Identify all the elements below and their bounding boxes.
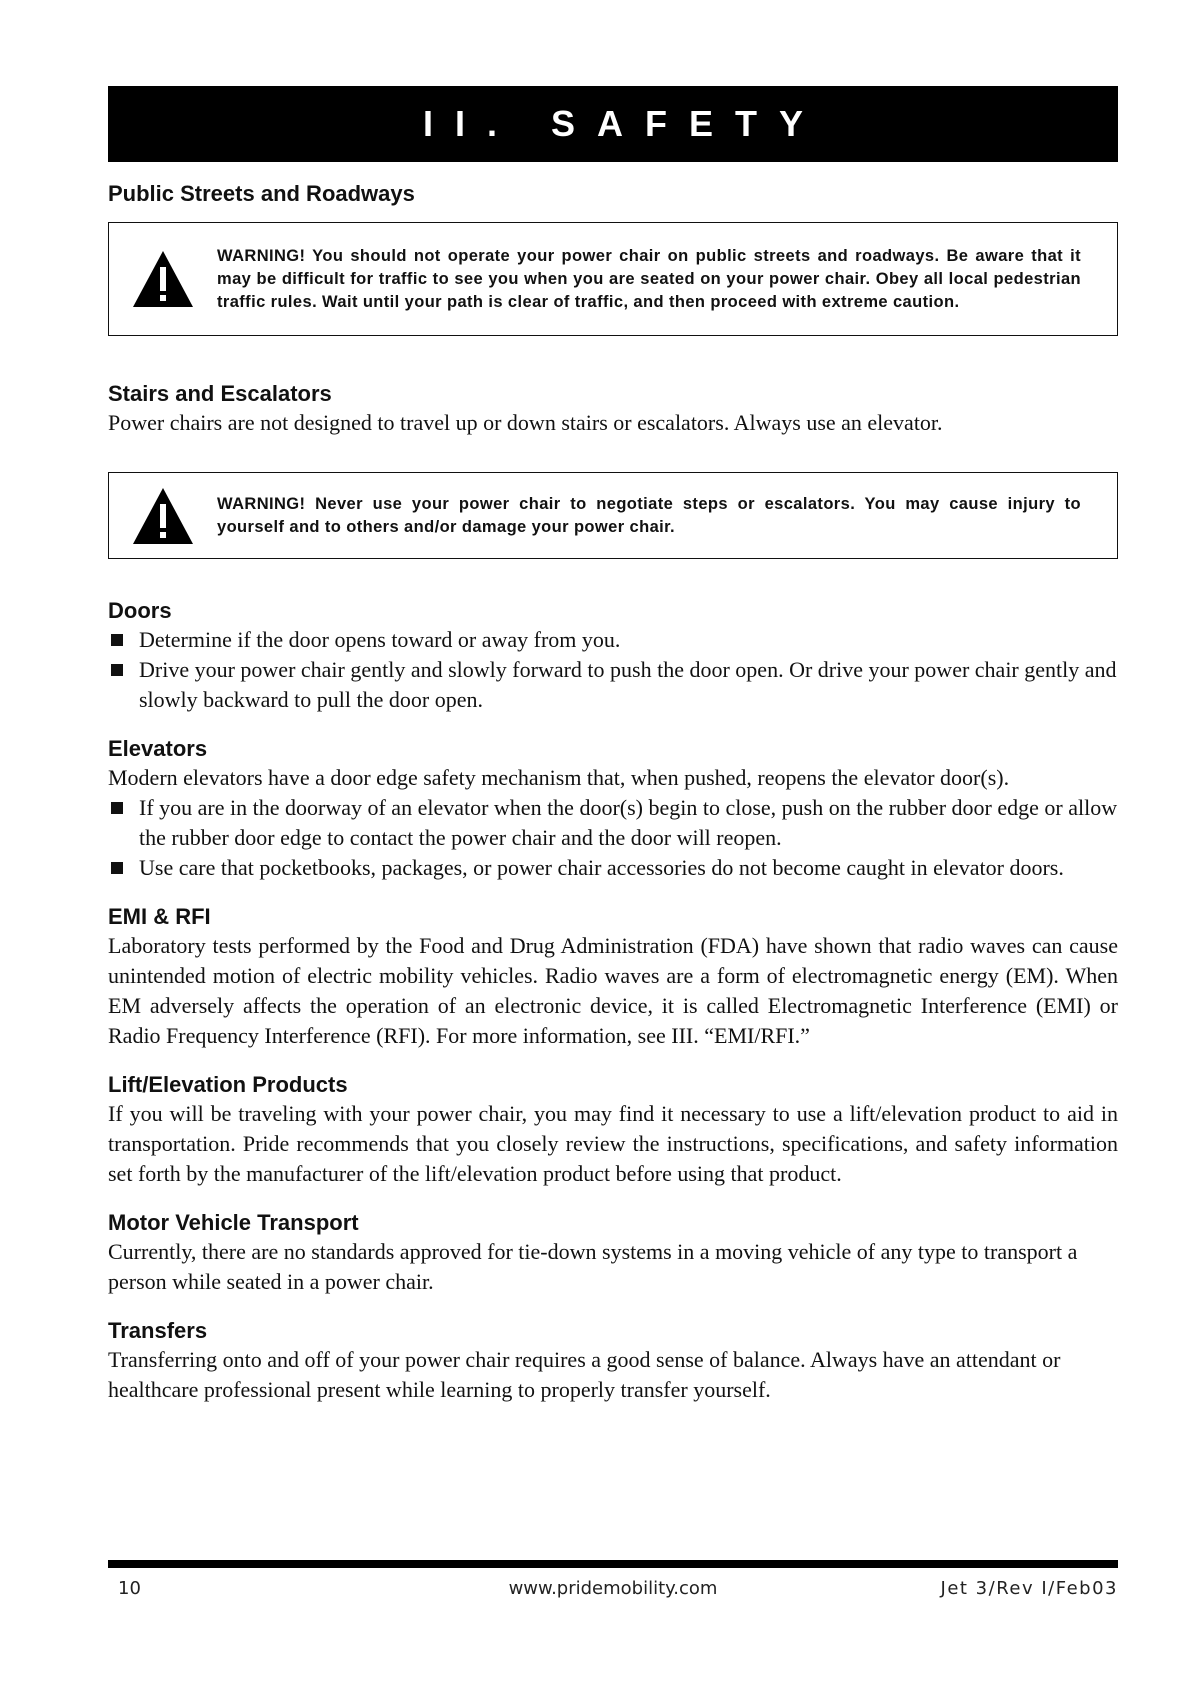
warning-box-stairs <box>108 472 1118 559</box>
page-footer <box>108 1578 1118 1606</box>
footer-rule <box>108 1560 1118 1568</box>
list-item: If you are in the doorway of an elevator when the door(s) begin to close, push on the rubber door edge or allow the rubber door edge to contact the power chair and the door will reopen. <box>108 793 1118 853</box>
bullet-icon <box>111 862 123 874</box>
heading-stairs: Stairs and Escalators <box>108 381 332 406</box>
doors-list <box>108 625 1118 715</box>
warning-text-stairs: WARNING! Never use your power chair to negotiate steps or escalators. You may cause injury to yourself and to others and/or damage your power chair. <box>217 494 1081 536</box>
transfers-body: Transferring onto and off of your power chair requires a good sense of balance. Always have an attendant or healthcare professional present while learning to properly transfer yourself. <box>108 1347 1061 1402</box>
heading-emi-rfi: EMI & RFI <box>108 904 211 929</box>
bullet-icon <box>111 664 123 676</box>
heading-motor-vehicle: Motor Vehicle Transport <box>108 1210 359 1235</box>
footer-revision: Jet 3/Rev I/Feb03 <box>940 1578 1118 1599</box>
list-item: Drive your power chair gently and slowly forward to push the door open. Or drive your power chair gently and slowly backward to pull the door open. <box>108 655 1118 715</box>
lift-body: If you will be traveling with your power chair, you may find it necessary to use a lift/elevation product to aid in transportation. Pride recommends that you closely review the instructions, specifications, and safety information set forth by the manufacturer of the lift/elevation product before using that product. <box>108 1101 1118 1186</box>
bullet-icon <box>111 802 123 814</box>
elevators-list <box>108 793 1118 883</box>
heading-lift-elevation: Lift/Elevation Products <box>108 1072 348 1097</box>
section-banner <box>108 86 1118 162</box>
elevators-body: Modern elevators have a door edge safety mechanism that, when pushed, reopens the elevator door(s). <box>108 765 1010 790</box>
page-number: 10 <box>118 1578 141 1599</box>
list-item: Use care that pocketbooks, packages, or power chair accessories do not become caught in elevator doors. <box>108 853 1118 883</box>
warning-icon <box>109 486 217 546</box>
warning-text-streets: WARNING! You should not operate your power chair on public streets and roadways. Be aware that it may be difficult for traffic to see you when you are seated on your power chair. Obey all local pedestrian traffic rules. Wait until your path is clear of traffic, and then proceed with extreme caution. <box>217 246 1081 311</box>
motor-body: Currently, there are no standards approved for tie-down systems in a moving vehicle of any type to transport a person while seated in a power chair. <box>108 1239 1078 1294</box>
warning-icon <box>109 249 217 309</box>
stairs-body: Power chairs are not designed to travel up or down stairs or escalators. Always use an elevator. <box>108 410 943 435</box>
page-content <box>108 86 1118 1405</box>
heading-doors: Doors <box>108 598 172 623</box>
heading-elevators: Elevators <box>108 736 208 761</box>
heading-transfers: Transfers <box>108 1318 208 1343</box>
warning-box-streets <box>108 222 1118 336</box>
heading-public-streets: Public Streets and Roadways <box>108 181 415 206</box>
list-item: Determine if the door opens toward or away from you. <box>108 625 1118 655</box>
emi-body: Laboratory tests performed by the Food and Drug Administration (FDA) have shown that radio waves can cause unintended motion of electric mobility vehicles. Radio waves are a form of electromagnetic energy (EM). When EM adversely affects the operation of an electronic device, it is called Electromagnetic Interference (EMI) or Radio Frequency Interference (RFI). For more information, see III. “EMI/RFI.” <box>108 933 1118 1048</box>
footer-url: www.pridemobility.com <box>508 1578 718 1599</box>
bullet-icon <box>111 634 123 646</box>
banner-title: II. SAFETY <box>422 103 826 144</box>
